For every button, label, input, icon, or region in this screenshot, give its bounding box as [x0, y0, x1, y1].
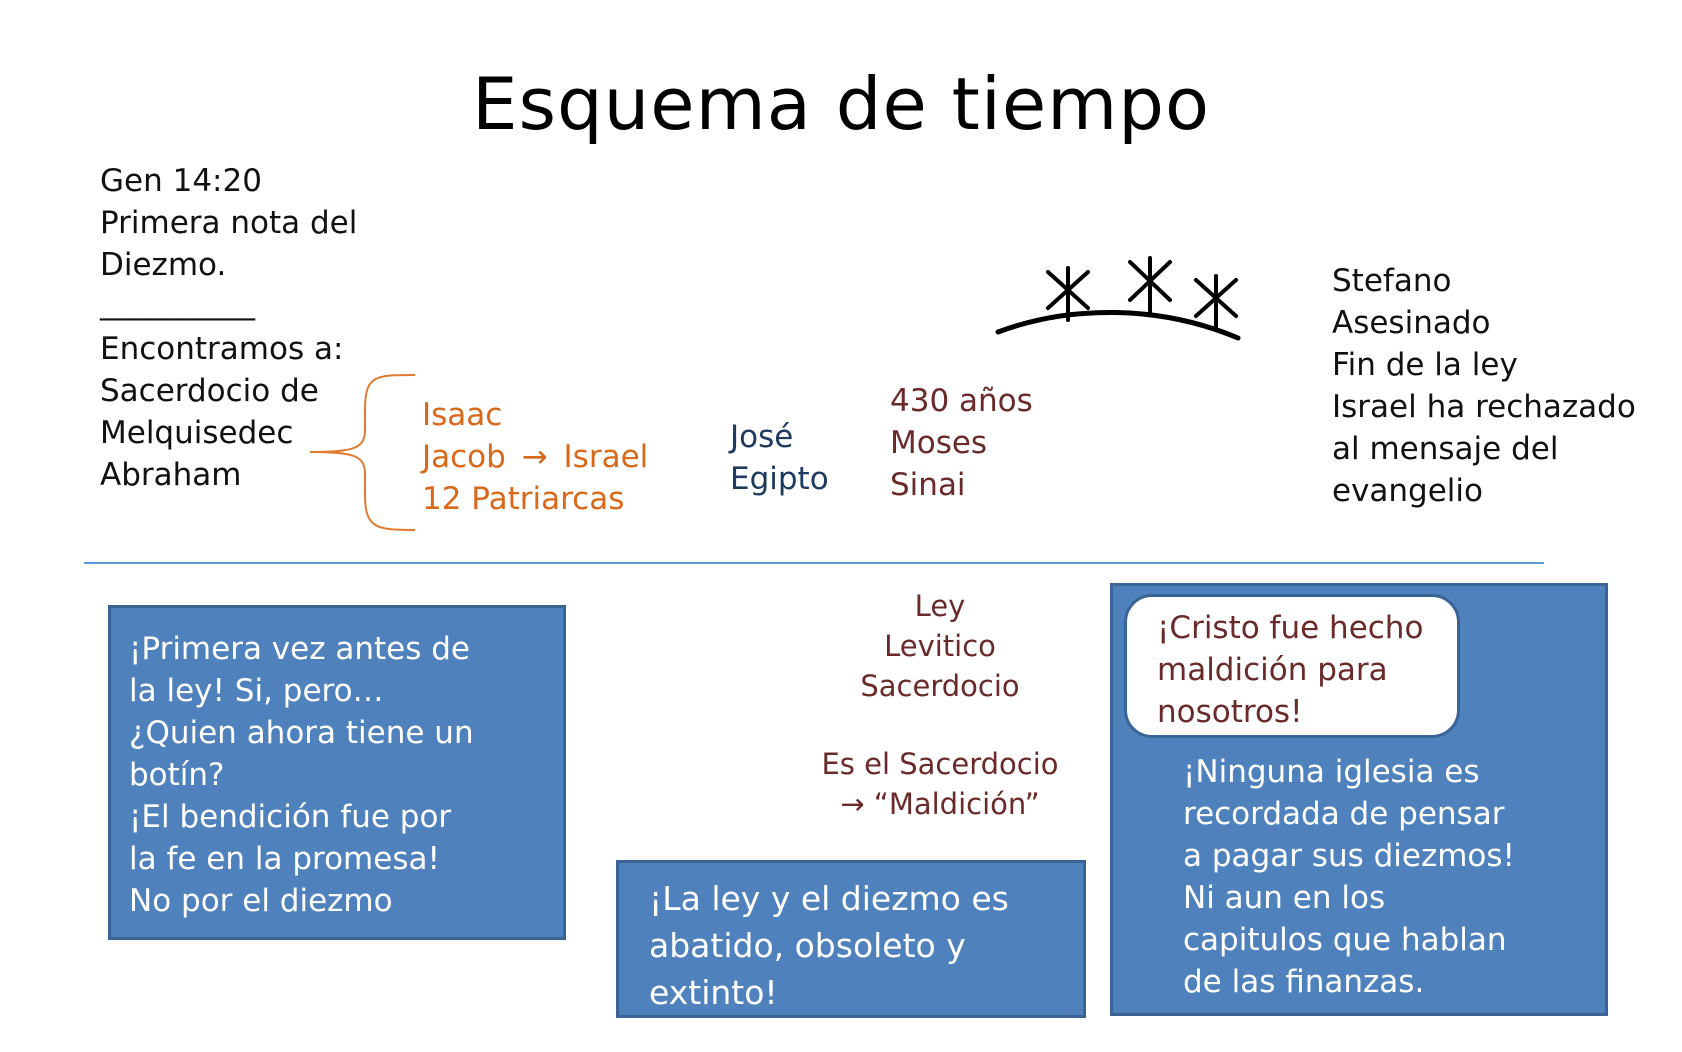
box-left-line: botín?	[129, 757, 225, 793]
ley-line: Ley	[914, 589, 966, 623]
page-title: Esquema de tiempo	[471, 62, 1211, 146]
box-left-line: la fe en la promesa!	[129, 841, 440, 877]
stefano-line: Stefano	[1332, 263, 1452, 299]
stefano-line: Israel ha rechazado	[1332, 389, 1636, 425]
maldicion-line: Es el Sacerdocio	[821, 747, 1059, 781]
ley-line: Sacerdocio	[860, 669, 1020, 703]
note-box-middle	[616, 860, 1086, 1018]
box-left-line: ¡Primera vez antes de	[129, 631, 470, 667]
box-middle-line: ¡La ley y el diezmo es	[649, 879, 1009, 918]
box-middle-line: abatido, obsoleto y	[649, 926, 966, 965]
twelve-patriarchs-label: 12 Patriarcas	[422, 481, 625, 517]
separator-line: __________	[100, 285, 255, 321]
isaac-label: Isaac	[422, 397, 503, 433]
box-middle-line: extinto!	[649, 973, 778, 1012]
arrow-right-icon: →	[521, 439, 548, 475]
box-left-line: ¡El bendición fue por	[129, 799, 452, 835]
jose-line: Egipto	[730, 461, 829, 497]
box-left-line: No por el diezmo	[129, 883, 393, 919]
gen-note-line: Diezmo.	[100, 247, 227, 283]
jose-block	[730, 416, 829, 500]
maldicion-line: → “Maldición”	[840, 787, 1040, 821]
encontramos-line: Encontramos a:	[100, 331, 344, 367]
gen-note	[100, 160, 357, 324]
encontramos-line: Sacerdocio de	[100, 373, 319, 409]
maldicion-block	[790, 744, 1090, 824]
israel-label: Israel	[563, 439, 649, 475]
encontramos-line: Melquisedec	[100, 415, 294, 451]
box-right-line: a pagar sus diezmos!	[1183, 838, 1515, 874]
box-right-line: Ni aun en los	[1183, 880, 1386, 916]
stefano-block	[1332, 260, 1636, 512]
ley-line: Levitico	[884, 629, 996, 663]
stefano-line: evangelio	[1332, 473, 1484, 509]
jacob-label: Jacob	[422, 439, 506, 475]
gen-note-line: Gen 14:20	[100, 163, 262, 199]
bubble-line: nosotros!	[1157, 694, 1303, 730]
timeline-line	[84, 562, 1544, 564]
note-box-left	[108, 605, 566, 940]
box-right-line: recordada de pensar	[1183, 796, 1505, 832]
ley-block	[800, 586, 1080, 706]
patriarchs-block	[422, 394, 648, 520]
box-left-line: la ley! Si, pero…	[129, 673, 384, 709]
stefano-line: al mensaje del	[1332, 431, 1559, 467]
box-right-line: ¡Ninguna iglesia es	[1183, 754, 1480, 790]
moses-line: Sinai	[890, 467, 966, 503]
moses-block	[890, 380, 1033, 506]
box-right-line: capitulos que hablan	[1183, 922, 1507, 958]
stefano-line: Asesinado	[1332, 305, 1491, 341]
encontramos-line: Abraham	[100, 457, 242, 493]
moses-line: 430 años	[890, 383, 1033, 419]
three-crosses-hill-icon	[990, 250, 1250, 350]
curly-brace-icon	[305, 370, 420, 535]
bubble-line: ¡Cristo fue hecho	[1157, 610, 1424, 646]
jacob-israel-row	[422, 436, 648, 478]
bubble-line: maldición para	[1157, 652, 1388, 688]
gen-note-line: Primera nota del	[100, 205, 358, 241]
cristo-bubble	[1124, 594, 1460, 738]
jose-line: José	[730, 419, 794, 455]
box-left-line: ¿Quien ahora tiene un	[129, 715, 474, 751]
stefano-line: Fin de la ley	[1332, 347, 1518, 383]
moses-line: Moses	[890, 425, 988, 461]
box-right-line: de las finanzas.	[1183, 964, 1425, 1000]
